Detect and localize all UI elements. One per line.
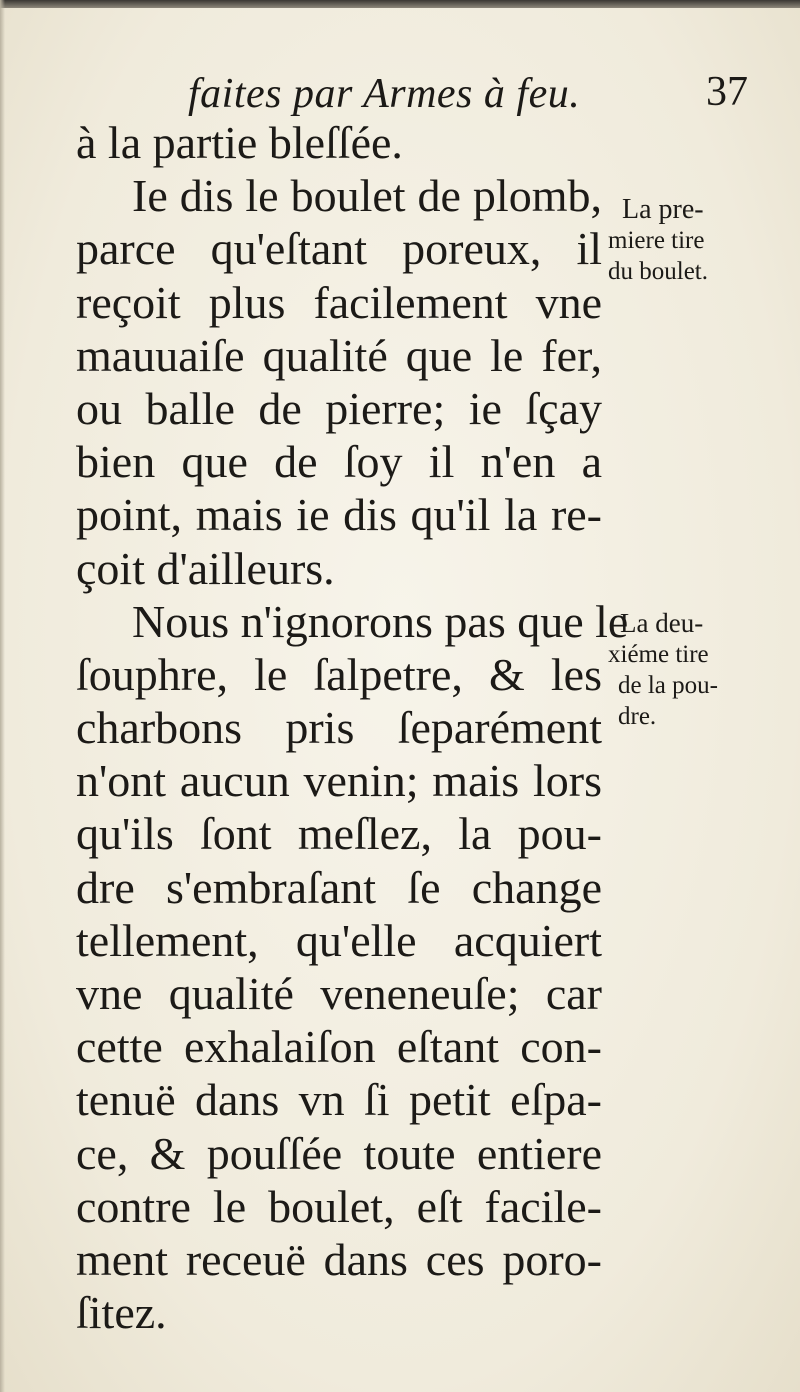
text-line: tenuë dans vn ſi petit eſpa- [76,1074,602,1126]
margin-note-second-shot [608,608,768,732]
text-line: à la partie bleſſée. [76,117,403,168]
margin-note-line: dre. [618,703,657,730]
margin-note-line: La deu- [620,608,704,638]
text-line: n'ont aucun venin; mais lors [76,755,602,807]
text-line: point, mais ie dis qu'il la re- [76,489,602,541]
page-gutter-shadow [0,0,5,1392]
text-line: mauuaiſe qualité que le fer, [76,329,602,381]
text-line: reçoit plus facilement vne [76,276,602,328]
main-text-block [76,116,629,1339]
text-line: ou balle de pierre; ie ſçay [76,382,602,434]
text-line: tellement, qu'elle acquiert [76,914,602,966]
text-line: Nous n'ignorons pas que le [132,595,629,647]
text-line: parce qu'eſtant poreux, il [76,223,602,275]
text-line: ſouphre, le ſalpetre, & les [76,648,602,700]
text-line: ſitez. [76,1287,167,1339]
margin-note-line: de la pou- [618,672,718,699]
text-line: dre s'embraſant ſe change [76,861,602,913]
text-line: bien que de ſoy il n'en a [76,436,602,488]
text-line: çoit d'ailleurs. [76,542,335,594]
margin-note-line: La pre- [622,194,704,225]
text-line: vne qualité veneneuſe; car [76,968,602,1019]
text-line: qu'ils ſont meſlez, la pou- [76,808,602,860]
page-number: 37 [706,69,748,115]
margin-note-line: miere tire [608,227,705,254]
margin-note-line: du boulet. [608,258,708,285]
text-line: charbons pris ſeparément [76,702,602,754]
text-line: contre le boulet, eſt facile- [76,1180,602,1232]
text-line: Ie dis le boulet de plomb, [132,170,602,222]
running-header: faites par Armes à feu. [188,71,581,117]
text-line: cette exhalaiſon eſtant con- [76,1021,602,1073]
margin-note-line: xiéme tire [608,641,709,668]
text-line: ce, & pouſſée toute entiere [76,1127,602,1179]
page-top-edge [0,0,800,8]
margin-note-first-shot [608,194,768,287]
text-line: ment receuë dans ces poro- [76,1233,602,1285]
